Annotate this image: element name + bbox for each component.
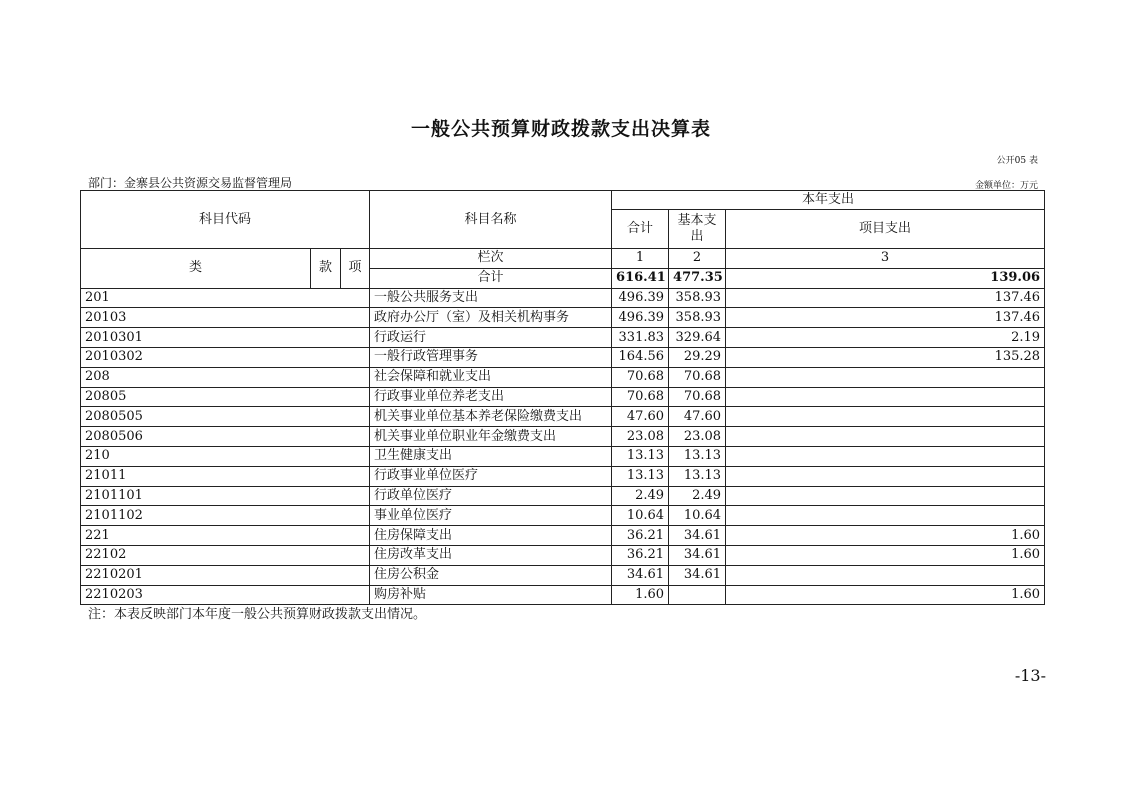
row-name: 住房公积金 [370,565,612,585]
row-basic [669,585,726,605]
row-total: 70.68 [612,387,669,407]
header-lei: 类 [81,249,311,289]
row-name: 行政事业单位医疗 [370,466,612,486]
unit-label: 金额单位：万元 [974,181,1038,191]
table-row [81,486,1045,506]
table-row [81,506,1045,526]
row-basic: 10.64 [669,506,726,526]
row-name: 住房改革支出 [370,545,612,565]
table-row [81,585,1045,605]
row-project [726,427,1045,447]
row-code: 2210203 [81,585,370,605]
row-basic: 29.29 [669,347,726,367]
form-code: 公开05 表 [996,156,1038,166]
header-row-1 [81,191,1045,210]
header-code: 科目代码 [81,191,370,249]
row-name: 机关事业单位基本养老保险缴费支出 [370,407,612,427]
table-row [81,347,1045,367]
footnote: 注：本表反映部门本年度一般公共预算财政拨款支出情况。 [88,607,427,622]
table-row [81,565,1045,585]
table-row [81,427,1045,447]
row-total: 36.21 [612,545,669,565]
row-code: 2101102 [81,506,370,526]
header-col3: 3 [726,249,1045,269]
row-total: 36.21 [612,526,669,546]
row-basic: 47.60 [669,407,726,427]
table-row [81,387,1045,407]
row-total: 70.68 [612,367,669,387]
row-code: 2210201 [81,565,370,585]
row-code: 201 [81,288,370,308]
expenditure-table [80,190,1045,605]
row-total: 2.49 [612,486,669,506]
table-row [81,367,1045,387]
total-label: 合计 [370,268,612,288]
header-row-3 [81,249,1045,269]
row-basic: 23.08 [669,427,726,447]
table-row [81,466,1045,486]
row-name: 卫生健康支出 [370,446,612,466]
row-project [726,407,1045,427]
row-total: 47.60 [612,407,669,427]
row-basic: 13.13 [669,466,726,486]
row-project [726,565,1045,585]
row-total: 496.39 [612,288,669,308]
row-basic: 13.13 [669,446,726,466]
row-project [726,506,1045,526]
row-total: 34.61 [612,565,669,585]
page-number: -13- [1014,666,1046,685]
total-total: 616.41 [612,268,669,288]
row-basic: 34.61 [669,545,726,565]
row-project [726,486,1045,506]
row-project [726,446,1045,466]
table-row [81,526,1045,546]
row-basic: 70.68 [669,367,726,387]
row-total: 331.83 [612,328,669,348]
row-basic: 358.93 [669,308,726,328]
total-basic: 477.35 [669,268,726,288]
row-basic: 70.68 [669,387,726,407]
row-name: 事业单位医疗 [370,506,612,526]
header-col1: 1 [612,249,669,269]
row-basic: 34.61 [669,526,726,546]
row-project: 137.46 [726,308,1045,328]
table-row [81,407,1045,427]
header-current-year: 本年支出 [612,191,1045,210]
row-code: 20103 [81,308,370,328]
row-total: 23.08 [612,427,669,447]
row-total: 13.13 [612,466,669,486]
row-project [726,367,1045,387]
row-total: 13.13 [612,446,669,466]
header-project: 项目支出 [726,210,1045,249]
header-name: 科目名称 [370,191,612,249]
row-name: 购房补贴 [370,585,612,605]
table-row [81,328,1045,348]
row-name: 政府办公厅（室）及相关机构事务 [370,308,612,328]
row-name: 社会保障和就业支出 [370,367,612,387]
row-code: 2080505 [81,407,370,427]
table-row [81,545,1045,565]
row-code: 2010301 [81,328,370,348]
row-project: 2.19 [726,328,1045,348]
row-code: 21011 [81,466,370,486]
header-kuan: 款 [311,249,341,289]
row-code: 22102 [81,545,370,565]
row-project [726,466,1045,486]
header-basic: 基本支 出 [669,210,726,249]
row-total: 164.56 [612,347,669,367]
row-basic: 358.93 [669,288,726,308]
row-project: 135.28 [726,347,1045,367]
header-col2: 2 [669,249,726,269]
row-code: 221 [81,526,370,546]
row-total: 10.64 [612,506,669,526]
row-name: 一般行政管理事务 [370,347,612,367]
row-total: 496.39 [612,308,669,328]
row-basic: 2.49 [669,486,726,506]
header-xiang: 项 [341,249,370,289]
row-name: 行政运行 [370,328,612,348]
row-basic: 329.64 [669,328,726,348]
row-project: 1.60 [726,585,1045,605]
row-project: 1.60 [726,545,1045,565]
row-name: 机关事业单位职业年金缴费支出 [370,427,612,447]
header-lanci: 栏次 [370,249,612,269]
row-name: 行政单位医疗 [370,486,612,506]
table-row [81,308,1045,328]
table-row [81,288,1045,308]
row-code: 208 [81,367,370,387]
header-total: 合计 [612,210,669,249]
table-row [81,446,1045,466]
row-project: 1.60 [726,526,1045,546]
row-code: 2010302 [81,347,370,367]
row-code: 210 [81,446,370,466]
row-project [726,387,1045,407]
document-title: 一般公共预算财政拨款支出决算表 [410,118,711,140]
row-total: 1.60 [612,585,669,605]
row-name: 一般公共服务支出 [370,288,612,308]
row-name: 行政事业单位养老支出 [370,387,612,407]
row-code: 20805 [81,387,370,407]
row-basic: 34.61 [669,565,726,585]
row-name: 住房保障支出 [370,526,612,546]
row-code: 2080506 [81,427,370,447]
row-project: 137.46 [726,288,1045,308]
department-label: 部门：金寨县公共资源交易监督管理局 [88,176,293,190]
row-code: 2101101 [81,486,370,506]
total-project: 139.06 [726,268,1045,288]
